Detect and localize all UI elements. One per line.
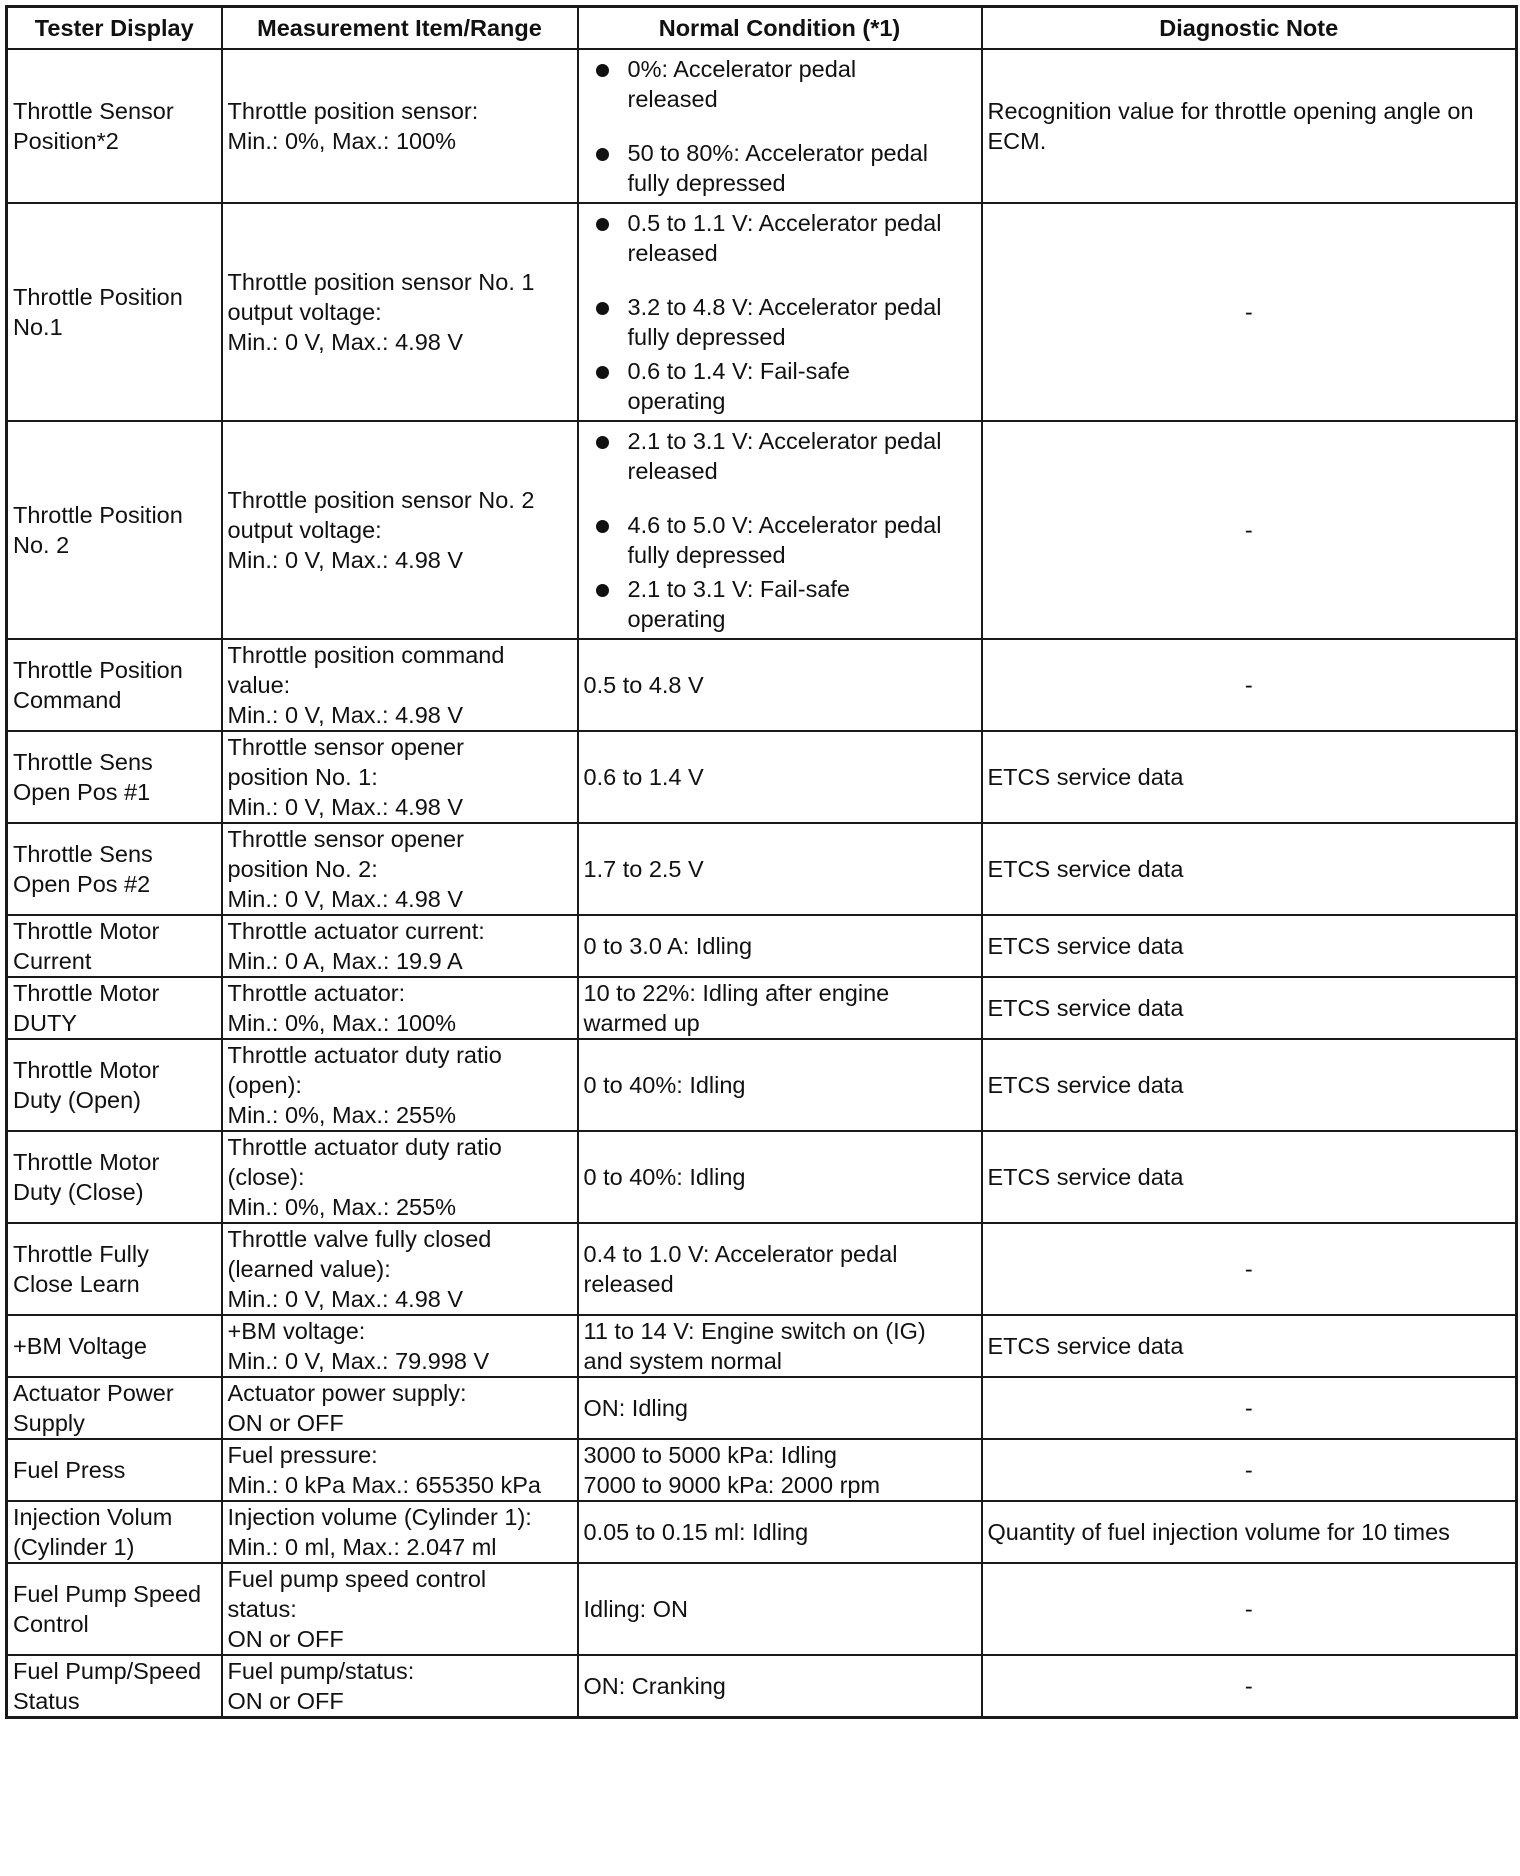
tester-display-line: DUTY (13, 1010, 77, 1036)
normal-condition-line: released (583, 1271, 674, 1297)
tester-display-line: Throttle Sens (13, 749, 153, 775)
tester-display-line: Duty (Close) (13, 1179, 144, 1205)
cell-tester-display (7, 1039, 222, 1131)
condition-bullet-item (584, 138, 976, 198)
measurement-item-line: Fuel pump speed control (227, 1566, 487, 1592)
condition-line: released (627, 86, 718, 112)
cell-normal-condition (578, 421, 982, 639)
header-diagnostic-note: Diagnostic Note (982, 7, 1517, 50)
table-row (7, 1377, 1517, 1439)
cell-normal-condition (578, 1439, 982, 1501)
measurement-item-line: Min.: 0 A, Max.: 19.9 A (227, 948, 463, 974)
condition-line: 2.1 to 3.1 V: Fail-safe (627, 576, 850, 602)
table-header-row (7, 7, 1517, 50)
table-row (7, 1315, 1517, 1377)
cell-diagnostic-note: ETCS service data (982, 1131, 1517, 1223)
measurement-item-line: Fuel pump/status: (227, 1658, 415, 1684)
tester-display-line: Status (13, 1688, 80, 1714)
data-list-table (5, 5, 1518, 1719)
cell-diagnostic-note: ETCS service data (982, 977, 1517, 1039)
normal-condition-line: 0.05 to 0.15 ml: Idling (583, 1519, 809, 1545)
normal-condition-line: 7000 to 9000 kPa: 2000 rpm (583, 1472, 881, 1498)
cell-measurement-item (222, 1439, 578, 1501)
normal-condition-line: and system normal (583, 1348, 783, 1374)
table-row (7, 1223, 1517, 1315)
condition-line: 0%: Accelerator pedal (627, 56, 857, 82)
normal-condition-line: 0.6 to 1.4 V (583, 764, 704, 790)
measurement-item-line: Actuator power supply: (227, 1380, 467, 1406)
tester-display-line: Close Learn (13, 1271, 140, 1297)
condition-line: released (627, 240, 718, 266)
condition-bullet-item (584, 510, 976, 570)
cell-normal-condition (578, 1377, 982, 1439)
measurement-item-line: Throttle actuator duty ratio (227, 1042, 502, 1068)
table-row (7, 1439, 1517, 1501)
cell-measurement-item (222, 1501, 578, 1563)
cell-measurement-item (222, 977, 578, 1039)
measurement-item-line: Min.: 0 V, Max.: 4.98 V (227, 886, 464, 912)
tester-display-line: Open Pos #1 (13, 779, 151, 805)
cell-measurement-item (222, 421, 578, 639)
cell-diagnostic-note: ETCS service data (982, 1039, 1517, 1131)
tester-display-line: Throttle Position (13, 502, 183, 528)
cell-tester-display (7, 823, 222, 915)
normal-condition-line: 10 to 22%: Idling after engine (583, 980, 890, 1006)
cell-normal-condition (578, 1655, 982, 1718)
cell-tester-display (7, 639, 222, 731)
cell-tester-display (7, 1377, 222, 1439)
cell-normal-condition (578, 49, 982, 203)
normal-condition-line: 0 to 40%: Idling (583, 1072, 746, 1098)
table-row (7, 203, 1517, 421)
condition-line: 0.5 to 1.1 V: Accelerator pedal (627, 210, 942, 236)
cell-diagnostic-note: ETCS service data (982, 915, 1517, 977)
measurement-item-line: (open): (227, 1072, 302, 1098)
measurement-item-line: Min.: 0 V, Max.: 79.998 V (227, 1348, 490, 1374)
cell-normal-condition (578, 977, 982, 1039)
table-row (7, 1655, 1517, 1718)
measurement-item-line: Min.: 0 V, Max.: 4.98 V (227, 794, 464, 820)
cell-normal-condition (578, 1223, 982, 1315)
measurement-item-line: Min.: 0 V, Max.: 4.98 V (227, 702, 464, 728)
table-row (7, 1131, 1517, 1223)
cell-measurement-item (222, 731, 578, 823)
measurement-item-line: Min.: 0 kPa Max.: 655350 kPa (227, 1472, 541, 1498)
cell-diagnostic-note: - (982, 421, 1517, 639)
measurement-item-line: Throttle position sensor No. 1 (227, 269, 535, 295)
measurement-item-line: Throttle sensor opener (227, 734, 464, 760)
tester-display-line: Throttle Fully (13, 1241, 149, 1267)
tester-display-line: Throttle Motor (13, 980, 160, 1006)
measurement-item-line: ON or OFF (227, 1626, 344, 1652)
measurement-item-line: Min.: 0 ml, Max.: 2.047 ml (227, 1534, 497, 1560)
table-row (7, 977, 1517, 1039)
condition-bullet-item (584, 292, 976, 352)
normal-condition-line: 3000 to 5000 kPa: Idling (583, 1442, 837, 1468)
cell-normal-condition (578, 1131, 982, 1223)
cell-normal-condition (578, 731, 982, 823)
cell-diagnostic-note: - (982, 1655, 1517, 1718)
cell-measurement-item (222, 1131, 578, 1223)
measurement-item-line: Min.: 0 V, Max.: 4.98 V (227, 329, 464, 355)
condition-line: 0.6 to 1.4 V: Fail-safe (627, 358, 850, 384)
table-row (7, 421, 1517, 639)
measurement-item-line: (close): (227, 1164, 305, 1190)
normal-condition-line: 0.5 to 4.8 V (583, 672, 704, 698)
condition-bullet-item (584, 54, 976, 114)
cell-normal-condition (578, 1563, 982, 1655)
cell-tester-display (7, 915, 222, 977)
cell-tester-display (7, 731, 222, 823)
tester-display-line: Throttle Motor (13, 1057, 160, 1083)
cell-diagnostic-note: Quantity of fuel injection volume for 10 times (982, 1501, 1517, 1563)
cell-measurement-item (222, 1223, 578, 1315)
measurement-item-line: Fuel pressure: (227, 1442, 378, 1468)
tester-display-line: Throttle Position (13, 284, 183, 310)
normal-condition-line: Idling: ON (583, 1596, 688, 1622)
cell-diagnostic-note: - (982, 1377, 1517, 1439)
tester-display-line: Throttle Sensor (13, 98, 174, 124)
cell-normal-condition (578, 1315, 982, 1377)
cell-measurement-item (222, 49, 578, 203)
tester-display-line: Injection Volum (13, 1504, 173, 1530)
table-row (7, 1501, 1517, 1563)
cell-tester-display (7, 203, 222, 421)
table-body (7, 49, 1517, 1718)
table-row (7, 1563, 1517, 1655)
tester-display-line: Fuel Pump Speed (13, 1581, 202, 1607)
tester-display-line: (Cylinder 1) (13, 1534, 135, 1560)
cell-tester-display (7, 977, 222, 1039)
tester-display-line: Fuel Pump/Speed (13, 1658, 202, 1684)
measurement-item-line: ON or OFF (227, 1410, 344, 1436)
tester-display-line: Fuel Press (13, 1457, 126, 1483)
cell-diagnostic-note: ETCS service data (982, 823, 1517, 915)
cell-tester-display (7, 1223, 222, 1315)
cell-tester-display (7, 1131, 222, 1223)
measurement-item-line: Min.: 0%, Max.: 100% (227, 1010, 457, 1036)
cell-diagnostic-note: ETCS service data (982, 1315, 1517, 1377)
normal-condition-line: ON: Idling (583, 1395, 688, 1421)
condition-line: fully depressed (627, 324, 786, 350)
measurement-item-line: value: (227, 672, 291, 698)
normal-condition-line: 0.4 to 1.0 V: Accelerator pedal (583, 1241, 898, 1267)
tester-display-line: Command (13, 687, 122, 713)
header-tester-display: Tester Display (7, 7, 222, 50)
normal-condition-line: 0 to 40%: Idling (583, 1164, 746, 1190)
cell-normal-condition (578, 639, 982, 731)
cell-tester-display (7, 1315, 222, 1377)
normal-condition-line: ON: Cranking (583, 1673, 726, 1699)
measurement-item-line: Min.: 0%, Max.: 255% (227, 1194, 457, 1220)
measurement-item-line: (learned value): (227, 1256, 391, 1282)
tester-display-line: No.1 (13, 314, 63, 340)
cell-measurement-item (222, 639, 578, 731)
condition-bullet-list (584, 54, 976, 198)
measurement-item-line: Min.: 0 V, Max.: 4.98 V (227, 1286, 464, 1312)
table-row (7, 1039, 1517, 1131)
condition-bullet-list (584, 426, 976, 634)
normal-condition-line: 1.7 to 2.5 V (583, 856, 704, 882)
cell-diagnostic-note: - (982, 203, 1517, 421)
cell-diagnostic-note: - (982, 1563, 1517, 1655)
cell-measurement-item (222, 1315, 578, 1377)
condition-line: fully depressed (627, 542, 786, 568)
normal-condition-line: warmed up (583, 1010, 700, 1036)
cell-tester-display (7, 1655, 222, 1718)
cell-measurement-item (222, 1377, 578, 1439)
measurement-item-line: ON or OFF (227, 1688, 344, 1714)
condition-line: operating (627, 388, 726, 414)
measurement-item-line: Throttle position command (227, 642, 505, 668)
measurement-item-line: output voltage: (227, 517, 382, 543)
normal-condition-line: 0 to 3.0 A: Idling (583, 933, 753, 959)
tester-display-line: Control (13, 1611, 89, 1637)
measurement-item-line: Injection volume (Cylinder 1): (227, 1504, 532, 1530)
condition-line: 2.1 to 3.1 V: Accelerator pedal (627, 428, 942, 454)
table-row (7, 49, 1517, 203)
cell-tester-display (7, 1563, 222, 1655)
measurement-item-line: Throttle position sensor: (227, 98, 479, 124)
cell-diagnostic-note: - (982, 639, 1517, 731)
condition-line: 3.2 to 4.8 V: Accelerator pedal (627, 294, 942, 320)
cell-diagnostic-note: ETCS service data (982, 731, 1517, 823)
table-row (7, 639, 1517, 731)
cell-diagnostic-note: - (982, 1439, 1517, 1501)
tester-display-line: Current (13, 948, 92, 974)
table-row (7, 915, 1517, 977)
cell-tester-display (7, 1439, 222, 1501)
condition-line: operating (627, 606, 726, 632)
tester-display-line: Throttle Sens (13, 841, 153, 867)
condition-line: 50 to 80%: Accelerator pedal (627, 140, 928, 166)
cell-tester-display (7, 421, 222, 639)
cell-normal-condition (578, 915, 982, 977)
condition-bullet-item (584, 426, 976, 486)
cell-measurement-item (222, 203, 578, 421)
measurement-item-line: Throttle position sensor No. 2 (227, 487, 535, 513)
cell-tester-display (7, 49, 222, 203)
measurement-item-line: Throttle sensor opener (227, 826, 464, 852)
tester-display-line: Supply (13, 1410, 85, 1436)
condition-line: fully depressed (627, 170, 786, 196)
tester-display-line: Position*2 (13, 128, 119, 154)
cell-measurement-item (222, 823, 578, 915)
cell-normal-condition (578, 203, 982, 421)
cell-tester-display (7, 1501, 222, 1563)
tester-display-line: Open Pos #2 (13, 871, 151, 897)
header-normal-condition: Normal Condition (*1) (578, 7, 982, 50)
measurement-item-line: Throttle valve fully closed (227, 1226, 492, 1252)
header-measurement-item: Measurement Item/Range (222, 7, 578, 50)
condition-line: released (627, 458, 718, 484)
tester-display-line: Throttle Motor (13, 918, 160, 944)
condition-line: 4.6 to 5.0 V: Accelerator pedal (627, 512, 942, 538)
cell-normal-condition (578, 1501, 982, 1563)
measurement-item-line: Throttle actuator duty ratio (227, 1134, 502, 1160)
cell-measurement-item (222, 1655, 578, 1718)
measurement-item-line: position No. 2: (227, 856, 378, 882)
condition-bullet-list (584, 208, 976, 416)
tester-display-line: No. 2 (13, 532, 70, 558)
cell-measurement-item (222, 1039, 578, 1131)
table-row (7, 731, 1517, 823)
measurement-item-line: Min.: 0%, Max.: 255% (227, 1102, 457, 1128)
measurement-item-line: output voltage: (227, 299, 382, 325)
cell-measurement-item (222, 1563, 578, 1655)
tester-display-line: Actuator Power (13, 1380, 174, 1406)
tester-display-line: Throttle Motor (13, 1149, 160, 1175)
tester-display-line: Throttle Position (13, 657, 183, 683)
measurement-item-line: Throttle actuator current: (227, 918, 485, 944)
cell-normal-condition (578, 1039, 982, 1131)
cell-diagnostic-note: Recognition value for throttle opening angle on ECM. (982, 49, 1517, 203)
data-list-table-container (5, 5, 1518, 1719)
measurement-item-line: status: (227, 1596, 297, 1622)
cell-normal-condition (578, 823, 982, 915)
tester-display-line: Duty (Open) (13, 1087, 141, 1113)
measurement-item-line: position No. 1: (227, 764, 378, 790)
condition-bullet-item (584, 574, 976, 634)
normal-condition-line: 11 to 14 V: Engine switch on (IG) (583, 1318, 926, 1344)
measurement-item-line: Min.: 0 V, Max.: 4.98 V (227, 547, 464, 573)
tester-display-line: +BM Voltage (13, 1333, 147, 1359)
measurement-item-line: +BM voltage: (227, 1318, 366, 1344)
cell-measurement-item (222, 915, 578, 977)
measurement-item-line: Throttle actuator: (227, 980, 406, 1006)
table-row (7, 823, 1517, 915)
condition-bullet-item (584, 356, 976, 416)
measurement-item-line: Min.: 0%, Max.: 100% (227, 128, 457, 154)
cell-diagnostic-note: - (982, 1223, 1517, 1315)
condition-bullet-item (584, 208, 976, 268)
